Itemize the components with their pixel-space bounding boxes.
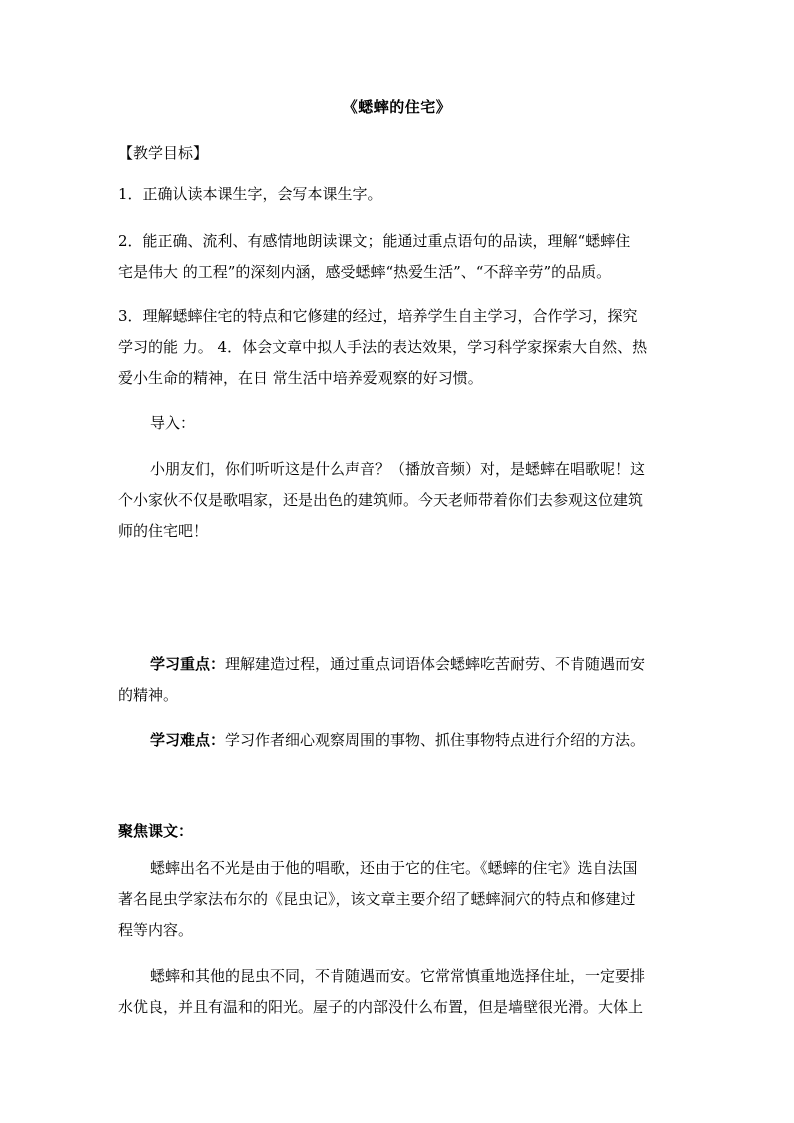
focus-heading: 聚焦课文：	[118, 822, 194, 840]
focus-para-1-line-2: 著名昆虫学家法布尔的《昆虫记》，该文章主要介绍了蟋蟀洞穴的特点和修建过	[118, 890, 636, 908]
key-point-label: 学习重点：	[150, 655, 226, 673]
difficulty-line	[150, 730, 645, 750]
key-point-line-2: 的精神。	[118, 686, 179, 704]
focus-para-2-line-1: 蟋蟀和其他的昆虫不同，不肯随遇而安。它常常慎重地选择住址，一定要排	[150, 967, 646, 985]
intro-label: 导入：	[150, 414, 196, 432]
key-point-line-1	[150, 654, 645, 674]
intro-line-2: 个小家伙不仅是歌唱家，还是出色的建筑师。今天老师带着你们去参观这位建筑	[118, 491, 644, 509]
objective-item-3-line-2: 学习的能 力。 4．体会文章中拟人手法的表达效果，学习科学家探索大自然、热	[118, 338, 648, 356]
intro-line-3: 师的住宅吧！	[118, 522, 209, 540]
focus-para-2-line-2: 水优良，并且有温和的阳光。屋子的内部没什么布置，但是墙壁很光滑。大体上	[118, 998, 644, 1016]
objective-item-3-line-1: 3．理解蟋蟀住宅的特点和它修建的经过，培养学生自主学习，合作学习，探究	[118, 307, 638, 325]
intro-line-1: 小朋友们，你们听听这是什么声音？（播放音频）对，是蟋蟀在唱歌呢！这	[150, 460, 646, 478]
objective-item-3-line-3: 爱小生命的精神，在日 常生活中培养爱观察的好习惯。	[118, 369, 483, 387]
page-title: 《蟋蟀的住宅》	[342, 98, 452, 116]
objectives-heading: 【教学目标】	[118, 144, 209, 162]
focus-para-1-line-1: 蟋蟀出名不光是由于他的唱歌，还由于它的住宅。《蟋蟀的住宅》选自法国	[150, 859, 638, 877]
objective-item-1: 1．正确认读本课生字，会写本课生字。	[118, 185, 383, 203]
focus-para-1-line-3: 程等内容。	[118, 921, 194, 939]
key-point-text: 理解建造过程，通过重点词语体会蟋蟀吃苦耐劳、不肯随遇而安	[225, 655, 646, 673]
objective-item-2-line-1: 2．能正确、流利、有感情地朗读课文；能通过重点语句的品读，理解“蟋蟀住	[118, 232, 631, 250]
objective-item-2-line-2: 宅是伟大 的工程”的深刻内涵，感受蟋蟀“热爱生活”、“不辞辛劳”的品质。	[118, 263, 612, 281]
difficulty-label: 学习难点：	[150, 731, 226, 749]
difficulty-text: 学习作者细心观察周围的事物、抓住事物特点进行介绍的方法。	[225, 731, 646, 749]
